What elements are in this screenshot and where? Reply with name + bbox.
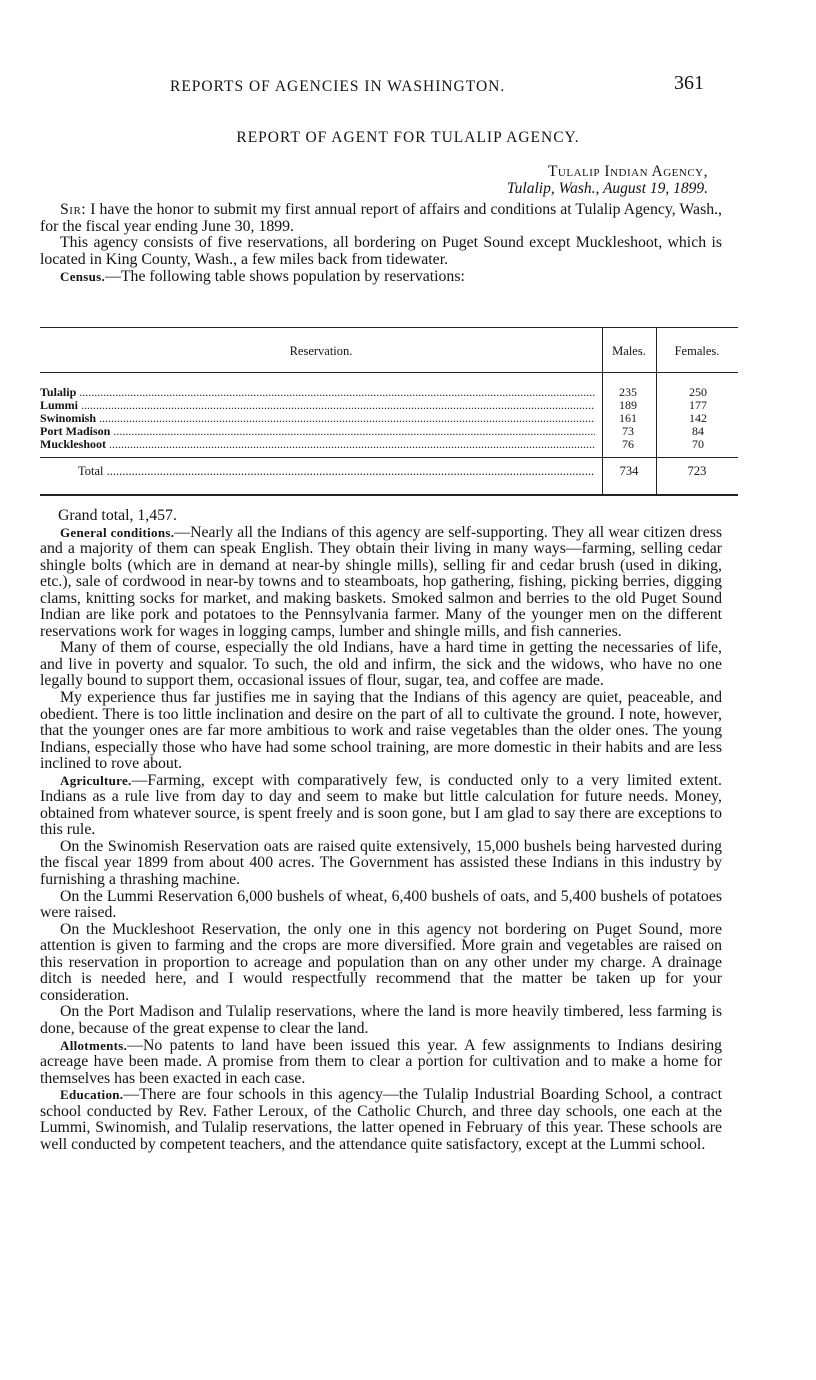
intro-paragraph-1 xyxy=(40,202,722,235)
females-value: 142 xyxy=(689,411,707,425)
table-header-rule xyxy=(40,372,738,373)
reservation-name: Lummi ..... xyxy=(40,398,595,413)
reservation-name: Tulalip ..... xyxy=(40,385,595,400)
report-body xyxy=(40,508,722,1153)
reservation-name: Swinomish ..... xyxy=(40,411,595,426)
table-row xyxy=(40,424,738,437)
males-value: 76 xyxy=(622,437,634,451)
census-table xyxy=(40,327,738,496)
females-value: 84 xyxy=(692,424,704,438)
table-row xyxy=(40,398,738,411)
males-value: 161 xyxy=(619,411,637,425)
table-row xyxy=(40,411,738,424)
table-row xyxy=(40,385,738,398)
dateline-agency: Tulalip Indian Agency, xyxy=(547,163,708,180)
general-conditions-paragraph xyxy=(40,525,722,641)
males-value: 189 xyxy=(619,398,637,412)
intro-text xyxy=(40,202,722,286)
allotments-paragraph xyxy=(40,1038,722,1088)
females-value: 250 xyxy=(689,385,707,399)
grand-total: Grand total, 1,457. xyxy=(58,507,177,524)
education-text: —There are four schools in this agency—the Tulalip Industrial Boarding School, a contract school conducted by Rev. Father Leroux, of the Catholic Church, and three day schools, one each at the Lummi, Swinomish, and Tulalip reservations, the latter opened in February of this year. These schools are well conducted by competent teachers, and the attendance quite satisfactory, except at the Lummi school. xyxy=(40,1086,722,1153)
total-females: 723 xyxy=(687,464,707,478)
experience-paragraph: My experience thus far justifies me in saying that the Indians of this agency are quiet, peaceable, and obedient. There is too little inclination and desire on the part of all to cultivate the ground. I note, however, that the younger ones are far more ambitious to work and raise vegetables than the older ones. The young Indians, especially those who have had some school training, are more domestic in their habits and are less inclined to rove about. xyxy=(40,689,722,773)
muckleshoot-paragraph: On the Muckleshoot Reservation, the only one in this agency not bordering on Puget Sound, more attention is given to farming and the crops are more diversified. More grain and vegetables are raised on this reservation in proportion to acreage and population than on any other under my charge. A drainage ditch is needed here, and I would respectfully recommend that the matter be taken up for your consideration. xyxy=(40,920,722,1004)
port-madison-paragraph: On the Port Madison and Tulalip reservations, where the land is more heavily timbered, less farming is done, because of the great expense to clear the land. xyxy=(40,1003,722,1037)
allotments-text: —No patents to land have been issued this year. A few assignments to Indians desiring acreage have been made. A promise from them to clear a portion for cultivation and to make a home for themselves has been exacted in each case. xyxy=(40,1036,722,1087)
dateline-place-date: Tulalip, Wash., August 19, 1899. xyxy=(506,180,708,197)
running-title: REPORTS OF AGENCIES IN WASHINGTON. xyxy=(170,78,506,95)
census-heading: Census. xyxy=(60,268,106,284)
total-males: 734 xyxy=(619,464,639,478)
general-conditions-text: —Nearly all the Indians of this agency are self-supporting. They all wear citizen dress and a majority of them can speak English. They obtain their living in many ways—farming, selling cedar shingle bolts (which are in demand at near-by shingle mills), selling fir and cedar brush (used in diking, etc.), sale of cordwood in near-by towns and to steamboats, hop gathering, fishing, picking berries, digging clams, knitting socks for market, and making baskets. Smoked salmon and berries to the old Puget Sound Indian are like pork and potatoes to the Pennsylvania farmer. Many of the younger men on the different reservations work for wages in logging camps, lumber and shingle mills, and fish canneries. xyxy=(40,523,722,640)
page-number: 361 xyxy=(674,72,704,94)
education-paragraph xyxy=(40,1087,722,1153)
report-title: REPORT OF AGENT FOR TULALIP AGENCY. xyxy=(236,129,580,146)
salutation: Sir: xyxy=(60,201,87,218)
allotments-heading: Allotments. xyxy=(60,1037,128,1053)
agriculture-heading: Agriculture. xyxy=(60,772,132,788)
census-paragraph xyxy=(40,269,722,286)
column-header-reservation: Reservation. xyxy=(289,344,353,358)
column-header-females: Females. xyxy=(674,344,720,358)
lummi-paragraph: On the Lummi Reservation 6,000 bushels of wheat, 6,400 bushels of oats, and 5,400 bushels of potatoes were raised. xyxy=(40,887,722,922)
females-value: 177 xyxy=(689,398,707,412)
intro-paragraph-1-text: I have the honor to submit my first annual report of affairs and conditions at Tulalip Agency, Wash., for the fiscal year ending June 30, 1899. xyxy=(40,201,723,235)
intro-paragraph-2: This agency consists of five reservations, all bordering on Puget Sound except Muckleshoot, which is located in King County, Wash., a few miles back from tidewater. xyxy=(40,234,722,269)
column-header-males: Males. xyxy=(612,344,646,358)
general-conditions-heading: General conditions. xyxy=(60,524,175,540)
reservation-name: Muckleshoot ..... xyxy=(40,437,595,452)
table-row xyxy=(40,437,738,450)
census-text: —The following table shows population by reservations: xyxy=(105,267,465,285)
swinomish-paragraph: On the Swinomish Reservation oats are raised quite extensively, 15,000 bushels being harvested during the fiscal year 1899 from about 400 acres. The Government has assisted these Indians in this industry by furnishing a thrashing machine. xyxy=(40,837,722,889)
males-value: 73 xyxy=(622,424,634,438)
table-total-rule xyxy=(40,457,738,458)
reservation-name: Port Madison ..... xyxy=(40,424,595,439)
education-heading: Education. xyxy=(60,1087,124,1103)
agriculture-paragraph xyxy=(40,773,722,839)
agriculture-text: —Farming, except with comparatively few, is conducted only to a very limited extent. Indians as a rule live from day to day and seem to make but little calculation for future needs. Money, obtained from whatever source, is spent freely and is soon gone, but I am glad to say there are exceptions to this rule. xyxy=(40,771,722,839)
total-label: Total ..... xyxy=(78,464,595,479)
females-value: 70 xyxy=(692,437,704,451)
old-indians-paragraph: Many of them of course, especially the old Indians, have a hard time in getting the necessaries of life, and live in poverty and squalor. To such, the old and infirm, the sick and the widows, who have no one legally bound to support them, occasional issues of flour, sugar, tea, and coffee are made. xyxy=(40,639,722,690)
males-value: 235 xyxy=(619,385,637,399)
